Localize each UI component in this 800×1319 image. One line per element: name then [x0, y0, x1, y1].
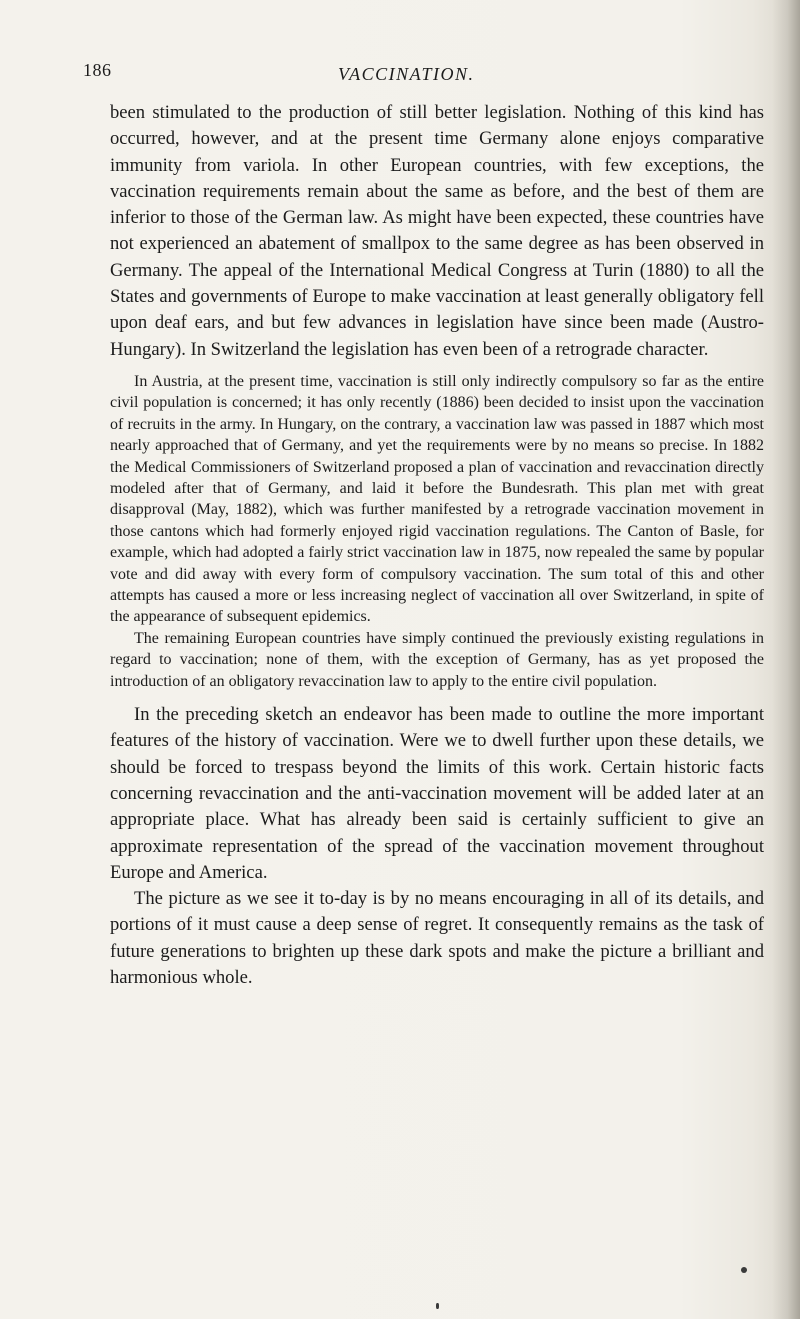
- ink-speck: [436, 1303, 439, 1309]
- running-title: VACCINATION.: [338, 64, 475, 84]
- ink-speck: [741, 1267, 747, 1273]
- body-text: [110, 100, 764, 991]
- page-number: 186: [83, 60, 112, 80]
- paragraph-closing: The picture as we see it to-day is by no means encouraging in all of its details, and portions of it must cause a deep sense of regret. It consequently remains as the task of future generations to brighten up these dark spots and make the picture a brilliant and harmonious whole.: [110, 888, 764, 989]
- paragraph-austria-switzerland: In Austria, at the present time, vaccination is still only indirectly compulsory so far as the entire civil population is concerned; it has only recently (1886) been decided to insist upon the vaccination of recruits in the army. In Hungary, on the contrary, a vaccination law was passed in 1887 which most nearly approached that of Germany, and yet the requirements were by no means so precise. In 1882 the Medical Commissioners of Switzerland proposed a plan of vaccination and revaccination directly modeled after that of Germany, and laid it before the Bundesrath. This plan met with great disapproval (May, 1882), which was further manifested by a retrograde vaccination movement in those cantons which had formerly enjoyed rigid vaccination regulations. The Canton of Basle, for example, which had adopted a fairly strict vaccination law in 1875, now repealed the same by popular vote and did away with every form of compulsory vaccination. The sum total of this and other attempts has caused a more or less increasing neglect of vaccination all over Switzerland, in spite of the appearance of subsequent epidemics.: [110, 372, 764, 626]
- running-head: [0, 58, 800, 88]
- paragraph-preceding-sketch: In the preceding sketch an endeavor has been made to outline the more important features of the history of vaccination. Were we to dwell further upon these details, we should be forced to trespass beyond the limits of this work. Certain historic facts concerning revaccination and the anti-vaccination movement will be added later at an appropriate place. What has already been said is certainly sufficient to give an approximate representation of the spread of the vaccination movement throughout Europe and America.: [110, 704, 764, 883]
- page-edge-shadow: [772, 0, 800, 1319]
- paragraph-remaining-countries: The remaining European countries have simply continued the previously existing regulations in regard to vaccination; none of them, with the exception of Germany, has as yet proposed the introduction of an obligatory revaccination law to apply to the entire civil population.: [110, 629, 764, 690]
- paragraph-legislation: been stimulated to the production of still better legislation. Nothing of this kind has occurred, however, and at the present time Germany alone enjoys comparative immunity from variola. In other European countries, with few exceptions, the vaccination requirements remain about the same as before, and the best of them are inferior to those of the German law. As might have been expected, these countries have not experienced an abatement of smallpox to the same degree as has been observed in Germany. The appeal of the International Medical Congress at Turin (1880) to all the States and governments of Europe to make vaccination at least generally obligatory fell upon deaf ears, and but few advances in legislation have since been made (Austro-Hungary). In Switzerland the legislation has even been of a retrograde character.: [110, 102, 764, 360]
